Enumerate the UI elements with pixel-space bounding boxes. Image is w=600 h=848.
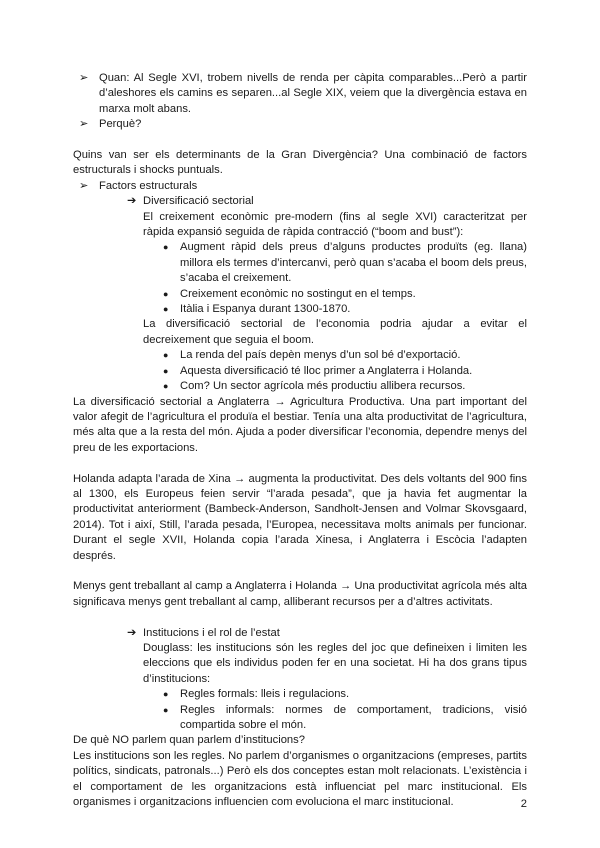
bullet-icon: ●: [163, 689, 169, 700]
paragraph-holland: Holanda adapta l’arada de Xina → augmenta la productivitat. Des dels voltants del 900 fins al 1300, els Europeus feien servir “l’arada pesada”, que ja havia fet augmentar la productivitat anteriorment (Bambeck-Anderson, Sandholt-Jensen and Volmar Skovsgaard, 2014). Tot i així, Still, l’arada pesada, l’Europea, necessitava molts animals per funcionar. Durant el segle XVII, Holanda copia l’arada Xinesa, i Anglaterra i Escòcia l’adapten després.: [73, 472, 527, 562]
bullet-icon: ●: [163, 242, 169, 253]
paragraph-fewer-workers: Menys gent treballant al camp a Anglaterra i Holanda → Una productivitat agrícola més alta significava menys gent treballant al camp, alliberant recursos per a d’altres activitats.: [73, 580, 527, 608]
list-item: [73, 302, 527, 317]
list-item-text: Aquesta diversificació té lloc primer a Anglaterra i Holanda.: [180, 364, 473, 377]
section-heading: Diversificació sectorial: [143, 195, 254, 208]
list-item: [73, 687, 527, 702]
bullet-icon: ●: [163, 381, 169, 392]
list-item: [73, 71, 527, 117]
paragraph-intro: El creixement econòmic pre-modern (fins al segle XVI) caracteritzat per ràpida expansió seguida de ràpida contracció (“boom and bust”):: [143, 210, 527, 239]
arrow-bullet-icon: ➢: [79, 118, 89, 131]
spacer: [73, 610, 527, 625]
page-number: 2: [520, 798, 527, 810]
list-item: [73, 364, 527, 379]
list-item-text: Quan: Al Segle XVI, trobem nivells de renda per càpita comparables...Però a partir d’aleshores els camins es separen...al Segle XIX, veiem que la divergència estava en marxa molt abans.: [99, 72, 527, 115]
list-item-text: Creixement econòmic no sostingut en el temps.: [180, 287, 416, 300]
list-item: [73, 194, 527, 209]
bullet-icon: ●: [163, 288, 169, 299]
solid-arrow-icon: ➔: [127, 626, 137, 639]
bullet-icon: ●: [163, 304, 169, 315]
paragraph-middle: La diversificació sectorial de l’economia podria ajudar a evitar el decreixement que seguia el boom.: [143, 318, 527, 346]
list-item-text: Factors estructurals: [99, 179, 198, 192]
section-heading: Institucions i el rol de l’estat: [143, 626, 280, 639]
list-item: [73, 287, 527, 302]
list-item: [73, 240, 527, 286]
solid-arrow-icon: ➔: [127, 195, 137, 208]
list-item: [73, 117, 527, 132]
list-item: [73, 348, 527, 363]
spacer: [73, 564, 527, 579]
spacer: [73, 133, 527, 148]
list-item-text: La renda del país depèn menys d’un sol bé d’exportació.: [180, 349, 461, 362]
list-item-text: Com? Un sector agrícola més productiu allibera recursos.: [180, 380, 466, 393]
arrow-bullet-icon: ➢: [79, 72, 89, 84]
paragraph-england: La diversificació sectorial a Anglaterra → Agricultura Productiva. Una part important del valor afegit de l’agricultura el produïa el bestiar. Tenía una alta productivitat de l’agricultura, més alta que a la resta del món. Ajuda a poder diversificar l’economia, dependre menys del preu de les exportacions.: [73, 395, 527, 454]
page-content: [73, 71, 527, 810]
list-item-text: Perquè?: [99, 118, 142, 131]
bullet-icon: ●: [163, 704, 169, 715]
list-item-text: Itàlia i Espanya durant 1300-1870.: [180, 303, 351, 316]
bullet-icon: ●: [163, 350, 169, 361]
list-item-text: Augment ràpid dels preus d’alguns productes produïts (eg. llana) millora els termes d’intercanvi, però quan s’acaba el boom dels preus, s’acaba el creixement.: [180, 241, 527, 285]
paragraph-institutions-intro: Douglass: les institucions són les regles del joc que defineixen i limiten les eleccions que els individus poden fer en una societat. Hi ha dos grans tipus d’institucions:: [143, 641, 527, 685]
list-item: [73, 703, 527, 734]
bullet-icon: ●: [163, 365, 169, 376]
paragraph-question: Quins van ser els determinants de la Gran Divergència? Una combinació de factors estructurals i shocks puntuals.: [73, 149, 527, 177]
list-item: [73, 626, 527, 641]
arrow-bullet-icon: ➢: [79, 179, 89, 192]
paragraph-question-2: De què NO parlem quan parlem d’institucions?: [73, 734, 305, 747]
paragraph-final: Les institucions son les regles. No parlem d’organismes o organitzacions (empreses, partits polítics, sindicats, patronals...) Però els dos conceptes estan molt relacionats. L’existència i el comportament de les organitzacions està influenciat pel marc institucional. Els organismes i organitzacions influencien com evoluciona el marc institucional.: [73, 749, 527, 809]
list-item: [73, 179, 527, 194]
spacer: [73, 456, 527, 471]
list-item: [73, 379, 527, 394]
list-item-text: Regles informals: normes de comportament, tradicions, visió compartida sobre el món.: [180, 703, 527, 731]
list-item-text: Regles formals: lleis i regulacions.: [180, 688, 350, 701]
